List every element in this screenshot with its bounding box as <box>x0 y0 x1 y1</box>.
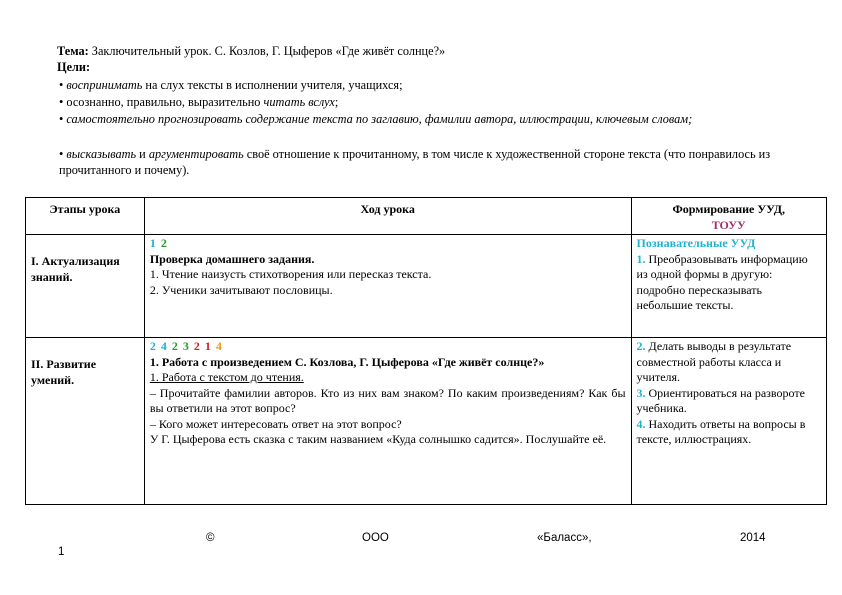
row-title: 1. Работа с произведением С. Козлова, Г. Цыферова «Где живёт солнце?» <box>149 354 545 369</box>
uud-cell <box>631 338 826 505</box>
footer-org: ООО <box>362 532 389 544</box>
task-numbers: 1 2 <box>149 236 168 250</box>
uud-item: 4. Находить ответы на вопросы в тексте, иллюстрациях. <box>636 416 806 446</box>
stage-cell: II. Развитие умений. <box>26 338 145 505</box>
uud-item: 3. Ориентироваться на развороте учебника. <box>636 385 805 415</box>
row-title: Проверка домашнего задания. <box>149 251 315 266</box>
goals-label: Цели: <box>57 60 91 74</box>
footer-year: 2014 <box>740 532 766 544</box>
footer-copyright: © <box>206 532 215 544</box>
topic-line <box>57 44 785 60</box>
page-number: 1 <box>58 546 65 558</box>
course-cell <box>144 338 631 505</box>
header-uud: Формирование УУД, ТОУУ <box>631 198 826 235</box>
course-line: У Г. Цыферова есть сказка с таким названием «Куда солнышко садится». Послушайте её. <box>149 432 607 446</box>
course-line: 2. Ученики зачитывают пословицы. <box>149 282 333 297</box>
header-stages: Этапы урока <box>26 198 145 235</box>
topic-label: Тема: <box>57 44 89 58</box>
uud-item: 2. Делать выводы в результате совместной работы класса и учителя. <box>636 339 792 384</box>
goal-item: • самостоятельно прогнозировать содержание текста по заглавию, фамилии автора, иллюстрации, ключевым словам; <box>59 112 693 126</box>
row-subtitle: 1. Работа с текстом до чтения. <box>149 370 304 384</box>
footer-company: «Баласс», <box>537 532 592 544</box>
uud-title: Познавательные УУД <box>636 236 756 250</box>
table-header-row <box>26 198 827 235</box>
goal-item: • высказывать и аргументировать своё отношение к прочитанному, в том числе к художественной стороне текста (что понравилось из прочитанного и почему). <box>59 147 771 177</box>
course-cell <box>144 235 631 338</box>
uud-item: 1. Преобразовывать информацию из одной формы в другую: подробно пересказывать небольшие тексты. <box>636 251 808 312</box>
header-uud-sub: ТОУУ <box>711 217 746 232</box>
stage-cell: I. Актуализация знаний. <box>26 235 145 338</box>
course-line: 1. Чтение наизусть стихотворения или пересказ текста. <box>149 267 432 281</box>
goal-item: • осознанно, правильно, выразительно читать вслух; <box>59 95 339 109</box>
table-row <box>26 338 827 505</box>
uud-cell <box>631 235 826 338</box>
course-line: – Прочитайте фамилии авторов. Кто из них вам знаком? По каким произведениям? Как бы вы ответили на этот вопрос? <box>149 385 626 415</box>
header-course: Ход урока <box>144 198 631 235</box>
course-line: – Кого может интересовать ответ на этот вопрос? <box>149 416 402 431</box>
table-row <box>26 235 827 338</box>
lesson-table <box>25 197 827 505</box>
topic-text: Заключительный урок. С. Козлов, Г. Цыферов «Где живёт солнце?» <box>88 44 446 58</box>
task-numbers: 2 4 2 3 2 1 4 <box>149 339 223 353</box>
goal-item: • воспринимать на слух тексты в исполнении учителя, учащихся; <box>59 78 403 92</box>
